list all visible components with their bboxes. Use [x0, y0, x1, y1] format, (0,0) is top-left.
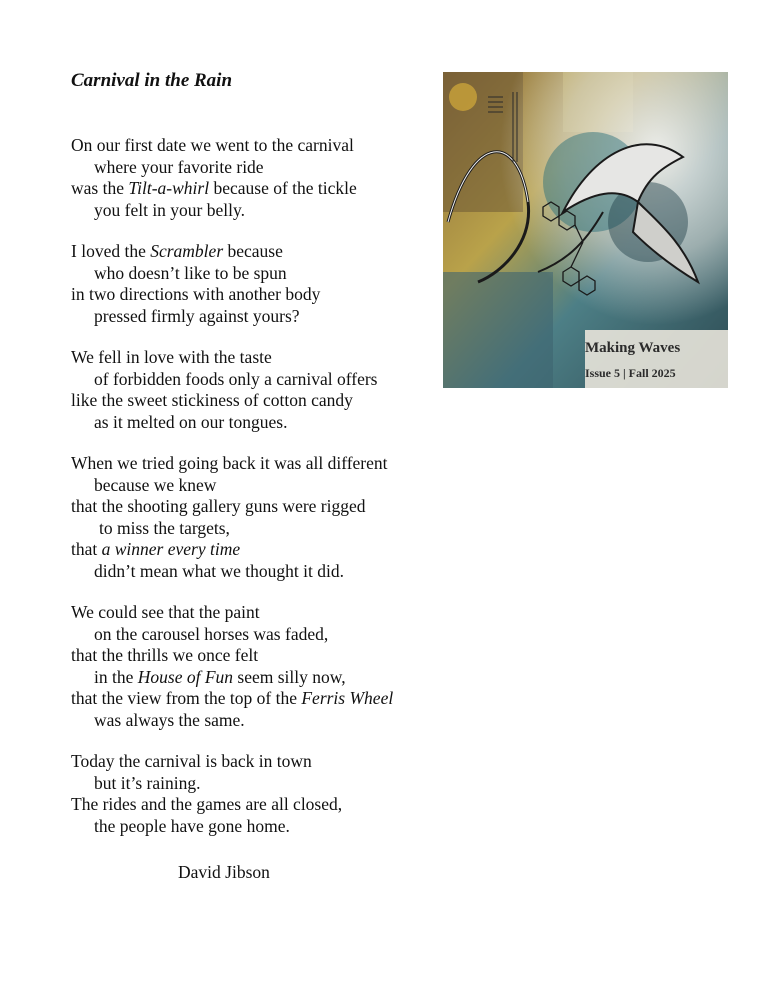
- poem-line-text: on the carousel horses was faded,: [94, 623, 329, 644]
- poem-body: [71, 135, 431, 857]
- poem-line-text: that the view from the top of the: [71, 688, 302, 708]
- poem-line-italic-text: House of Fun: [137, 666, 234, 687]
- poem-line-text: to miss the targets,: [99, 517, 230, 538]
- poem-line-italic-text: Scrambler: [150, 241, 224, 261]
- poem-line-text: but it’s raining.: [94, 772, 201, 793]
- poem-line-text: as it melted on our tongues.: [94, 411, 288, 432]
- poem-line: [71, 710, 431, 732]
- poem-line: [71, 667, 431, 689]
- poem-line-text: We could see that the paint: [71, 602, 260, 622]
- poem-line: [71, 241, 431, 263]
- poem-line-text: was always the same.: [94, 709, 245, 730]
- poem-line-text: because we knew: [94, 474, 217, 495]
- poem-line: [71, 390, 431, 412]
- poem-line-text: that the shooting gallery guns were rigged: [71, 496, 366, 516]
- poem-line: [71, 773, 431, 795]
- poem-line: [71, 816, 431, 838]
- poem-line: [71, 284, 431, 306]
- poem-line-text: the people have gone home.: [94, 815, 290, 836]
- poem-stanza: [71, 241, 431, 327]
- poem-stanza: [71, 347, 431, 433]
- poem-line: [71, 200, 431, 222]
- poem-line-text: I loved the: [71, 241, 151, 261]
- poem-line-text: The rides and the games are all closed,: [71, 794, 343, 814]
- poem-line: [71, 347, 431, 369]
- poem-line: [71, 602, 431, 624]
- poem-line-text: didn’t mean what we thought it did.: [94, 560, 344, 581]
- poem-line: [71, 369, 431, 391]
- poem-line-text: you felt in your belly.: [94, 199, 245, 220]
- poem-line: [71, 518, 431, 540]
- poem-line: [71, 475, 431, 497]
- poem-line: [71, 624, 431, 646]
- poem-line: [71, 496, 431, 518]
- poem-line-text: pressed firmly against yours?: [94, 305, 300, 326]
- poem-stanza: [71, 602, 431, 731]
- poem-line-text: in two directions with another body: [71, 284, 321, 304]
- poem-line: [71, 157, 431, 179]
- poem-line: [71, 688, 431, 710]
- poem-line-italic-text: Ferris Wheel: [301, 688, 394, 708]
- poem-line: [71, 178, 431, 200]
- poem-line-text: Today the carnival is back in town: [71, 751, 312, 771]
- poem-line: [71, 412, 431, 434]
- poem-line: [71, 263, 431, 285]
- poem-line: [71, 453, 431, 475]
- poem-title: Carnival in the Rain: [71, 70, 233, 91]
- cover-issue: Issue 5 | Fall 2025: [585, 366, 676, 380]
- poem-line: [71, 645, 431, 667]
- poem-line-text: We fell in love with the taste: [71, 347, 272, 367]
- poem-line: [71, 561, 431, 583]
- poem-line-text: When we tried going back it was all different: [71, 453, 388, 473]
- poem-line: [71, 751, 431, 773]
- poem-stanza: [71, 751, 431, 837]
- poem-stanza: [71, 453, 431, 582]
- poem-line-text: seem silly now,: [233, 666, 346, 687]
- cover-title: Making Waves: [585, 340, 681, 356]
- poem-line-italic-text: Tilt-a-whirl: [128, 178, 210, 198]
- poem-line-text: because of the tickle: [209, 178, 357, 198]
- poem-line: [71, 306, 431, 328]
- poem-line: [71, 135, 431, 157]
- poem-line-text: because: [223, 241, 283, 261]
- poem-line-text: was the: [71, 178, 129, 198]
- poem-line-text: who doesn’t like to be spun: [94, 262, 287, 283]
- poem-line-text: in the: [94, 666, 138, 687]
- poem-line-text: where your favorite ride: [94, 156, 264, 177]
- poem-line-text: like the sweet stickiness of cotton candy: [71, 390, 353, 410]
- poem-line-text: of forbidden foods only a carnival offers: [94, 368, 378, 389]
- poem-line-text: On our first date we went to the carnival: [71, 135, 354, 155]
- poem-author: David Jibson: [178, 862, 270, 882]
- poem-line: [71, 794, 431, 816]
- poem-line: [71, 539, 431, 561]
- poem-line-text: that: [71, 539, 102, 559]
- poem-stanza: [71, 135, 431, 221]
- poem-line-italic-text: a winner every time: [101, 539, 241, 559]
- poem-line-text: that the thrills we once felt: [71, 645, 259, 665]
